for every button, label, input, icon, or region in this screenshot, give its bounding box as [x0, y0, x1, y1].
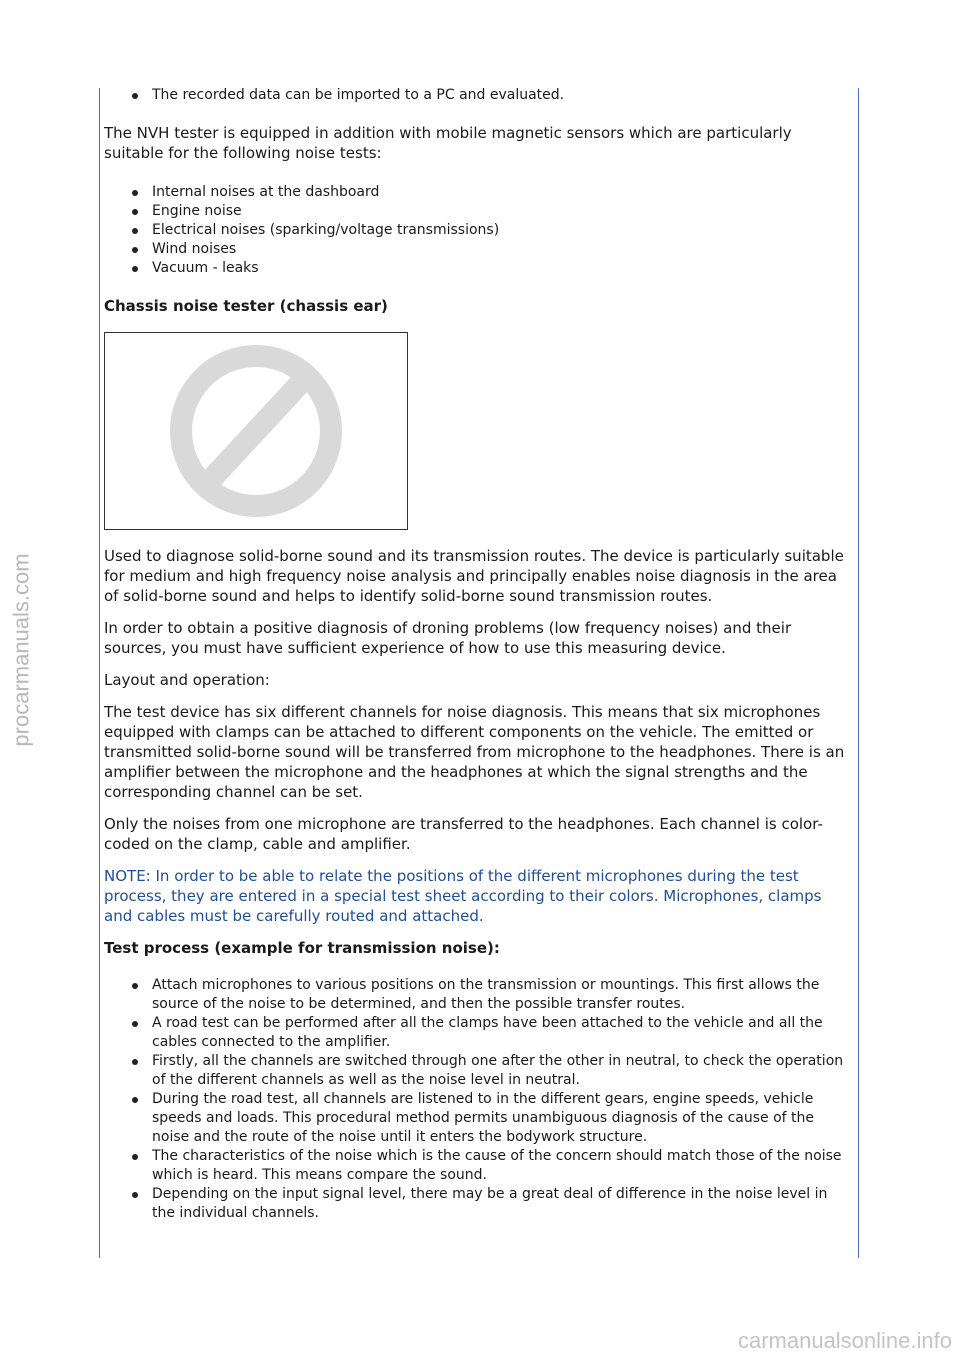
list-item: Attach microphones to various positions on the transmission or mountings. This first allows the source of the noise to be determined, and then the possible transfer routes. [104, 976, 854, 1014]
list-item: Electrical noises (sparking/voltage transmissions) [104, 221, 854, 240]
no-image-placeholder-icon [166, 341, 346, 521]
list-item: Firstly, all the channels are switched through one after the other in neutral, to check the operation of the different channels as well as the noise level in neutral. [104, 1052, 854, 1090]
intro-bullet-list [104, 86, 854, 105]
image-placeholder [104, 332, 408, 530]
used-to-paragraph: Used to diagnose solid-borne sound and its transmission routes. The device is particularly suitable for medium and high frequency noise analysis and principally enables noise diagnosis in the area of solid-borne sound and helps to identify solid-borne sound transmission routes. [104, 547, 844, 605]
list-item: Internal noises at the dashboard [104, 183, 854, 202]
chassis-heading: Chassis noise tester (chassis ear) [104, 297, 388, 315]
list-item: Wind noises [104, 240, 854, 259]
list-item: Vacuum - leaks [104, 259, 854, 278]
bottom-watermark: carmanualsonline.info [737, 1328, 952, 1353]
in-order-paragraph: In order to obtain a positive diagnosis of droning problems (low frequency noises) and their sources, you must have sufficient experience of how to use this measuring device. [104, 619, 792, 657]
list-item: Depending on the input signal level, there may be a great deal of difference in the noise level in the individual channels. [104, 1185, 854, 1223]
only-noises-paragraph: Only the noises from one microphone are transferred to the headphones. Each channel is color-coded on the clamp, cable and amplifier. [104, 815, 823, 853]
layout-paragraph: Layout and operation: [104, 671, 270, 689]
left-border-line [99, 88, 100, 1258]
right-border-line [858, 88, 859, 1258]
nvh-paragraph: The NVH tester is equipped in addition with mobile magnetic sensors which are particularly suitable for the following noise tests: [104, 124, 792, 162]
noise-tests-list [104, 183, 854, 278]
note-paragraph: NOTE: In order to be able to relate the positions of the different microphones during the test process, they are entered in a special test sheet according to their colors. Microphones, clamps and cables must be carefully routed and attached. [104, 867, 822, 925]
side-watermark [2, 520, 42, 780]
test-process-heading: Test process (example for transmission noise): [104, 939, 500, 957]
test-steps-list [104, 976, 854, 1223]
list-item: The characteristics of the noise which is the cause of the concern should match those of the noise which is heard. This means compare the sound. [104, 1147, 854, 1185]
side-watermark-text: procarmanuals.com [9, 553, 34, 747]
list-item: A road test can be performed after all the clamps have been attached to the vehicle and all the cables connected to the amplifier. [104, 1014, 854, 1052]
list-item: Engine noise [104, 202, 854, 221]
page-content [104, 86, 854, 1223]
list-item: The recorded data can be imported to a PC and evaluated. [104, 86, 854, 105]
list-item: During the road test, all channels are listened to in the different gears, engine speeds, vehicle speeds and loads. This procedural method permits unambiguous diagnosis of the cause of the noise and the route of the noise until it enters the bodywork structure. [104, 1090, 854, 1147]
test-device-paragraph: The test device has six different channels for noise diagnosis. This means that six microphones equipped with clamps can be attached to different components on the vehicle. The emitted or transmitted solid-borne sound will be transferred from microphone to the headphones. There is an amplifier between the microphone and the headphones at which the signal strengths and the corresponding channel can be set. [104, 703, 845, 801]
